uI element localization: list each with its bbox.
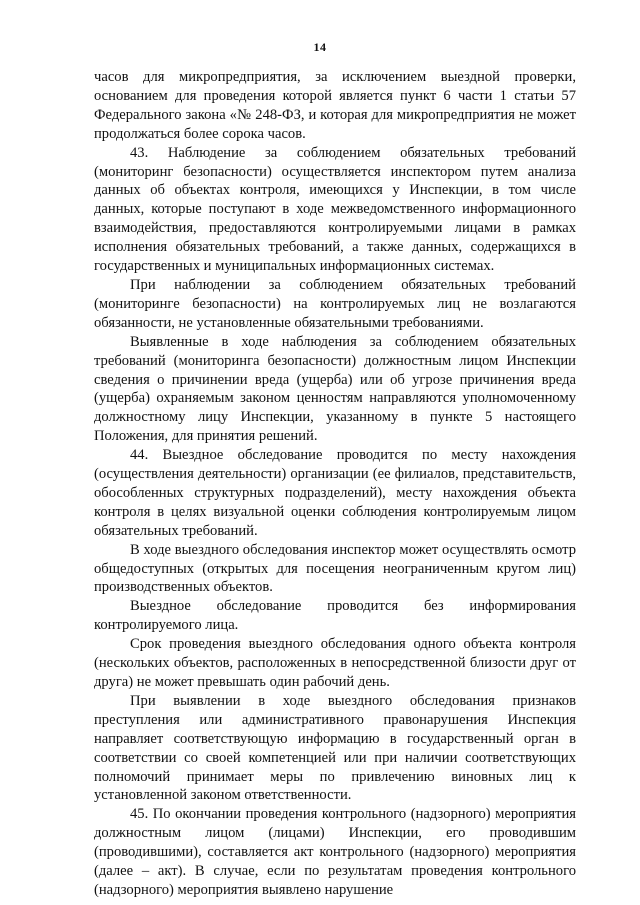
paragraph-field-inspection-examination: В ходе выездного обследования инспектор может осуществлять осмотр общедоступных (открытых для посещения неограниченным кругом лиц) производственных объектов. xyxy=(94,541,576,596)
paragraph-monitoring-no-obligations: При наблюдении за соблюдением обязательных требований (мониторинге безопасности) на контролируемых лиц не возлагаются обязанности, не установленные обязательными требованиями. xyxy=(94,276,576,331)
document-body xyxy=(94,68,576,900)
paragraph-field-inspection-duration: Срок проведения выездного обследования одного объекта контроля (нескольких объектов, расположенных в непосредственной близости друг от друга) не может превышать один рабочий день. xyxy=(94,636,576,690)
paragraph-monitoring-harm-information: Выявленные в ходе наблюдения за соблюдением обязательных требований (мониторинга безопасности) должностным лицом Инспекции сведения о причинении вреда (ущерба) или об угрозе причинения вреда (ущерба) охраняемым законом ценностям направляются уполномоченному должностному лицу Инспекции, указанному в пункте 5 настоящего Положения, для принятия решений. xyxy=(94,333,576,445)
page-number: 14 xyxy=(313,40,327,54)
paragraph-continuation-microenterprise-hours: часов для микропредприятия, за исключением выездной проверки, основанием для проведения которой является пункт 6 части 1 статьи 57 Федерального закона «№ 248-ФЗ, и которая для микропредприятия не может продолжаться более сорока часов. xyxy=(94,69,576,142)
paragraph-field-inspection-no-notice: Выездное обследование проводится без информирования контролируемого лица. xyxy=(94,598,576,634)
paragraph-field-inspection-violations: При выявлении в ходе выездного обследования признаков преступления или административного правонарушения Инспекция направляет соответствующую информацию в государственный орган в соответствии со своей компетенцией или при наличии соответствующих полномочий принимает меры по привлечению виновных лиц к установленной законом ответственности. xyxy=(94,692,576,804)
paragraph-43-monitoring: 43. Наблюдение за соблюдением обязательных требований (мониторинг безопасности) осуществляется инспектором путем анализа данных об объектах контроля, имеющихся у Инспекции, в том числе данных, которые поступают в ходе межведомственного информационного взаимодействия, предоставляются контролируемыми лицами в рамках исполнения обязательных требований, а также данных, содержащихся в государственных и муниципальных информационных системах. xyxy=(94,144,576,275)
paragraph-45-inspection-act: 45. По окончании проведения контрольного (надзорного) мероприятия должностным лицом (лицами) Инспекции, его проводившим (проводившими), составляется акт контрольного (надзорного) мероприятия (далее – акт). В случае, если по результатам проведения контрольного (надзорного) мероприятия выявлено нарушение xyxy=(94,806,576,898)
paragraph-44-field-inspection: 44. Выездное обследование проводится по месту нахождения (осуществления деятельности) организации (ее филиалов, представительств, обособленных структурных подразделений), месту нахождения объекта контроля в целях визуальной оценки соблюдения контролируемым лицом обязательных требований. xyxy=(94,447,576,539)
